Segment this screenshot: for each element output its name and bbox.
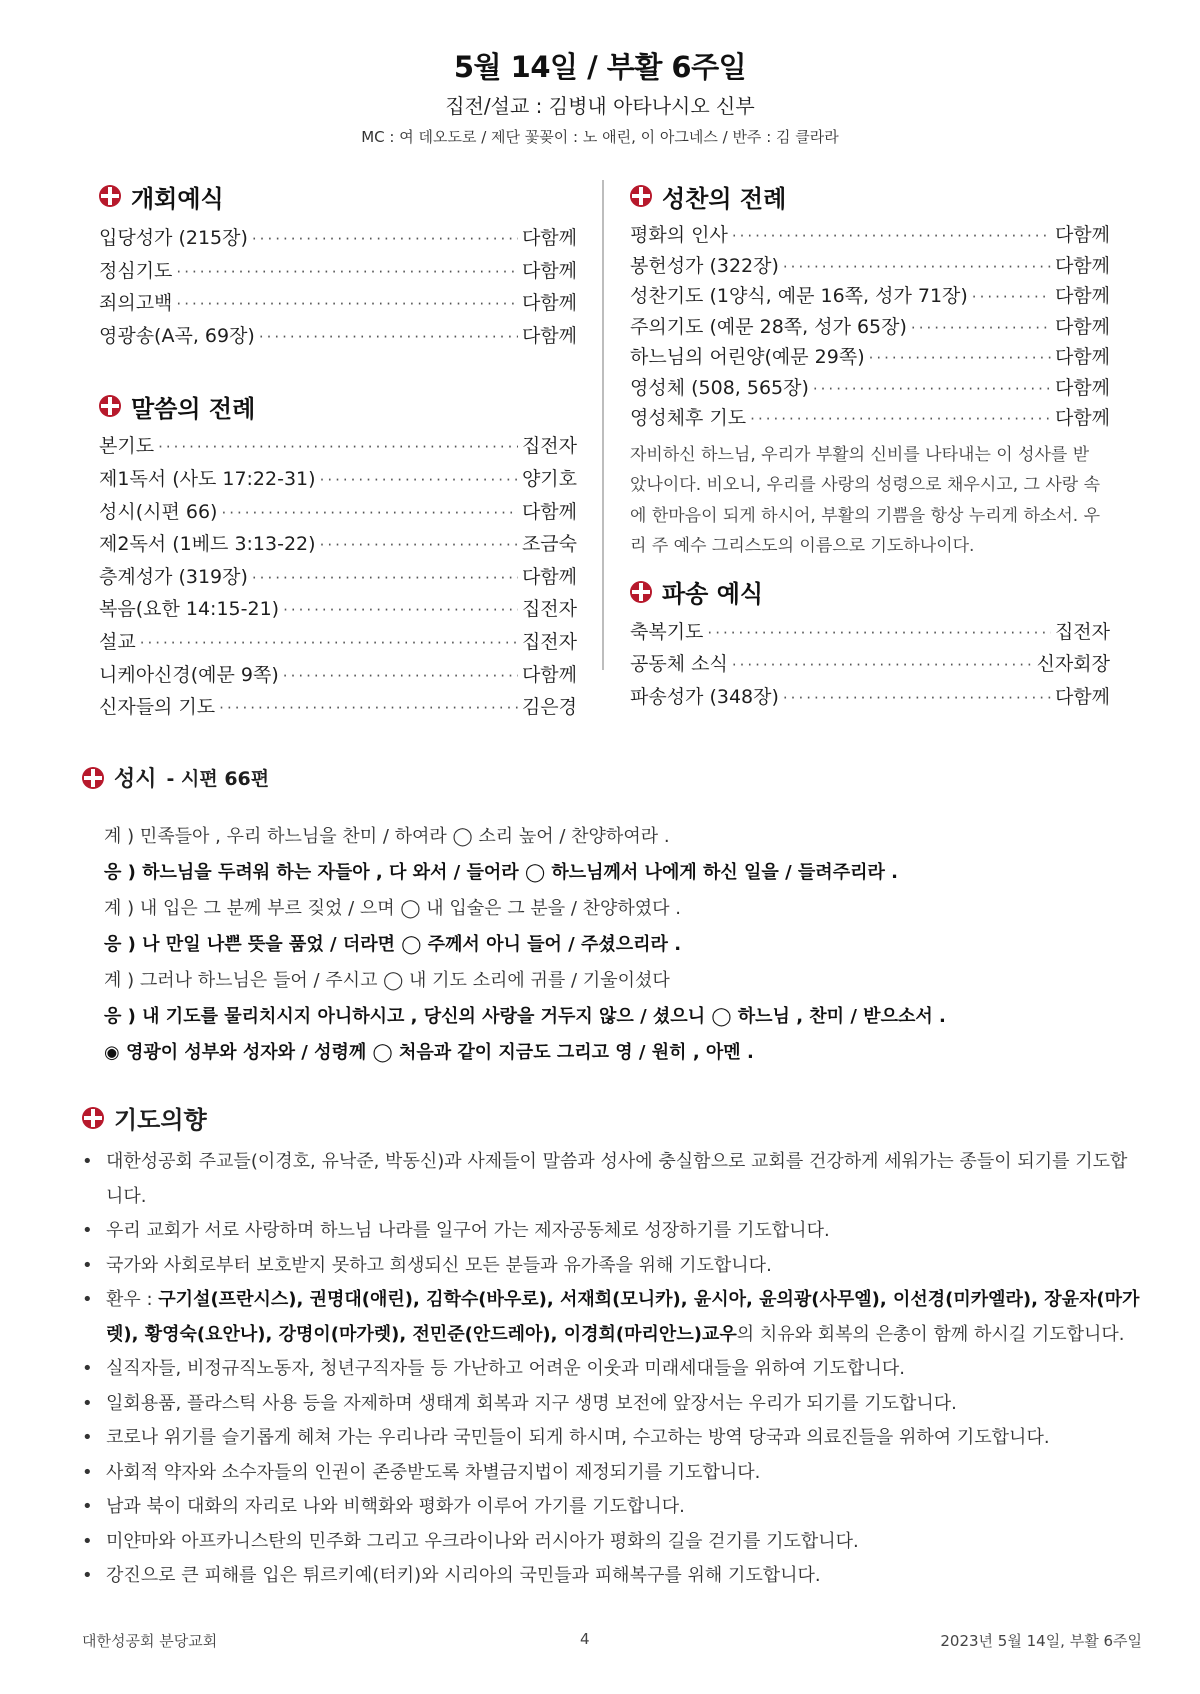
row-label: 봉헌성가 (322장) (630, 254, 779, 277)
row-label: 제1독서 (사도 17:22-31) (99, 467, 316, 490)
intention-item (82, 1559, 1142, 1594)
psalm-line: 응 ) 내 기도를 물리치시지 아니하시고 , 당신의 사랑을 거두지 않으 / 셨으니 ◯ 하느님 , 찬미 / 받으소서 . (104, 1006, 946, 1027)
cross-icon (82, 767, 104, 789)
leader-dots (259, 321, 518, 354)
word-heading-text: 말씀의 전례 (131, 394, 256, 423)
row-label: 층계성가 (319장) (99, 565, 248, 588)
celebrant-line: 집전/설교 : 김병내 아타나시오 신부 (445, 94, 755, 118)
row-who: 집전자 (521, 435, 577, 458)
leader-dots (219, 692, 518, 725)
row-who: 조금숙 (521, 533, 577, 556)
word-heading (99, 390, 577, 422)
leader-dots (158, 431, 518, 464)
intention-item (82, 1249, 1142, 1284)
row-who: 다함께 (521, 292, 577, 315)
word-list (99, 430, 577, 723)
row-who: 다함께 (521, 259, 577, 282)
row-who: 양기호 (521, 467, 577, 490)
intention-text: 우리 교회가 서로 사랑하며 하느님 나라를 일구어 가는 제자공동체로 성장하기를 기도합니다. (106, 1220, 830, 1241)
row-label: 성찬기도 (1양식, 예문 16쪽, 성가 71장) (630, 285, 968, 307)
liturgy-row (99, 593, 577, 626)
liturgy-row (99, 430, 577, 463)
bullet: • (82, 1530, 93, 1552)
liturgy-row (99, 659, 577, 692)
row-who: 다함께 (1054, 346, 1110, 368)
leader-dots (783, 682, 1051, 715)
patients-suffix: 의 치유와 회복의 은총이 함께 하시길 기도합니다. (736, 1323, 1125, 1345)
patients-names: 구기설(프란시스), 권명대(애린), 김학수(바우로), 서재희(모니카), 윤시아, 윤의광(사무엘), 이선경(미카엘라), 장윤자(마가렛), 황영숙(요안나), 강명이(마가렛), 전민준(안드레아), 이경희(마리안느)교우 (106, 1289, 1140, 1345)
dismissal-heading (630, 576, 1110, 608)
leader-dots (869, 343, 1051, 374)
leader-dots (221, 497, 517, 530)
liturgy-row (99, 528, 577, 561)
liturgy-row (99, 320, 577, 353)
row-label: 복음(요한 14:15-21) (99, 598, 280, 621)
bullet: • (82, 1254, 93, 1276)
row-label: 하느님의 어린양(예문 29쪽) (630, 346, 865, 368)
intention-text: 일회용품, 플라스틱 사용 등을 자제하며 생태계 회복과 지구 생명 보전에 앞장서는 우리가 되기를 기도합니다. (106, 1392, 957, 1414)
cross-icon (630, 185, 652, 207)
leader-dots (732, 649, 1033, 682)
leader-dots (252, 562, 518, 595)
opening-heading-text: 개회예식 (131, 184, 224, 213)
psalm-line: 응 ) 나 만일 나쁜 뜻을 품었 / 더라면 ◯ 주께서 아니 들어 / 주셨으리라 . (104, 934, 682, 955)
row-who: 집전자 (521, 598, 577, 621)
left-column (99, 180, 577, 724)
psalm-line: 응 ) 하느님을 두려워 하는 자들아 , 다 와서 / 들어라 ◯ 하느님께서 나에게 하신 일을 / 들려주리라 . (104, 862, 898, 883)
bullet: • (82, 1461, 93, 1483)
bullet: • (82, 1392, 93, 1414)
row-label: 주의기도 (예문 28쪽, 성가 65장) (630, 315, 907, 338)
liturgy-row (99, 255, 577, 288)
intention-text: 미얀마와 아프카니스탄의 민주화 그리고 우크라이나와 러시아가 평화의 길을 걷기를 기도합니다. (106, 1530, 859, 1552)
leader-dots (707, 617, 1051, 650)
page-footer (82, 1630, 1142, 1651)
cross-icon (82, 1107, 104, 1129)
psalm-heading (82, 762, 1132, 793)
bullet: • (82, 1427, 93, 1448)
dismissal-list (630, 616, 1110, 714)
row-label: 축복기도 (630, 620, 704, 643)
psalm-line: ◉ 영광이 성부와 성자와 / 성령께 ◯ 처음과 같이 지금도 그리고 영 / 원히 , 아멘 . (104, 1042, 754, 1063)
psalm-line: 계 ) 내 입은 그 분께 부르 짖었 / 으며 ◯ 내 입술은 그 분을 / 찬양하였다 . (104, 898, 681, 919)
row-who: 다함께 (521, 565, 577, 588)
row-label: 성시(시편 66) (99, 500, 218, 523)
dismissal-heading-text: 파송 예식 (662, 580, 764, 608)
liturgy-row (99, 463, 577, 496)
liturgy-row (630, 373, 1110, 404)
intention-text: 실직자들, 비정규직노동자, 청년구직자들 등 가난하고 어려운 이웃과 미래세대들을 위하여 기도합니다. (106, 1358, 905, 1379)
psalm-heading-text: 성시 (114, 767, 157, 792)
row-label: 제2독서 (1베드 3:13-22) (99, 533, 316, 556)
intention-text: 사회적 약자와 소수자들의 인권이 존중받도록 차별금지법이 제정되기를 기도합니다. (106, 1461, 761, 1483)
bullet: • (82, 1496, 93, 1517)
leader-dots (176, 288, 518, 321)
liturgy-row (630, 281, 1110, 312)
post-communion-prayer: 자비하신 하느님, 우리가 부활의 신비를 나타내는 이 성사를 받았나이다. 비오니, 우리를 사랑의 성령으로 채우시고, 그 사랑 속에 한마음이 되게 하시어, 부활의 기쁨을 항상 누리게 하소서. 우리 주 예수 그리스도의 이름으로 기도하나이다. (630, 444, 1100, 556)
leader-dots (320, 464, 518, 497)
eucharist-heading-text: 성찬의 전례 (662, 184, 787, 213)
patients-prefix: 환우 : (106, 1289, 159, 1310)
row-label: 공동체 소식 (630, 653, 728, 676)
psalm-subheading: - 시편 66편 (166, 768, 270, 790)
liturgy-row (630, 220, 1110, 251)
liturgy-row (630, 251, 1110, 282)
row-label: 영성체후 기도 (630, 407, 747, 429)
leader-dots (140, 627, 518, 660)
row-label: 입당성가 (215장) (99, 227, 248, 249)
row-who: 다함께 (1054, 376, 1110, 399)
cross-icon (99, 185, 121, 207)
liturgy-row (99, 626, 577, 659)
row-label: 니케아신경(예문 9쪽) (99, 663, 279, 686)
row-who: 집전자 (1054, 620, 1110, 643)
liturgy-row (630, 342, 1110, 373)
intention-item (82, 1456, 1142, 1491)
row-label: 영광송(A곡, 69장) (99, 324, 255, 347)
psalm-line: 계 ) 민족들아 , 우리 하느님을 찬미 / 하여라 ◯ 소리 높어 / 찬양하여라 . (104, 826, 670, 847)
eucharist-list (630, 220, 1110, 434)
intentions-list (82, 1145, 1142, 1594)
leader-dots (283, 594, 518, 627)
row-label: 본기도 (99, 435, 155, 458)
intention-item (82, 1525, 1142, 1560)
column-divider (602, 180, 604, 670)
leader-dots (732, 221, 1051, 252)
cross-icon (99, 395, 121, 417)
liturgy-row (99, 691, 577, 724)
row-label: 파송성가 (348장) (630, 685, 779, 708)
leader-dots (783, 252, 1051, 283)
bullet: • (82, 1565, 93, 1586)
row-label: 영성체 (508, 565장) (630, 376, 809, 399)
row-label: 정심기도 (99, 259, 173, 282)
bullet: • (82, 1220, 93, 1241)
row-who: 다함께 (521, 227, 577, 249)
liturgy-row (630, 312, 1110, 343)
leader-dots (283, 660, 518, 693)
row-who: 다함께 (521, 324, 577, 347)
intention-item (82, 1214, 1142, 1249)
intention-text: 강진으로 큰 피해를 입은 튀르키예(터키)와 시리아의 국민들과 피해복구를 위해 기도합니다. (106, 1565, 821, 1586)
row-who: 다함께 (521, 500, 577, 523)
row-label: 신자들의 기도 (99, 696, 216, 719)
leader-dots (320, 529, 518, 562)
leader-dots (252, 223, 518, 256)
psalm-section (82, 762, 1132, 1071)
row-who: 다함께 (521, 663, 577, 686)
intentions-heading (82, 1100, 1142, 1135)
intention-item (82, 1421, 1142, 1456)
row-who: 다함께 (1054, 407, 1110, 429)
liturgy-row (630, 648, 1110, 681)
bullet: • (82, 1151, 93, 1172)
right-column (630, 180, 1110, 713)
intentions-section (82, 1100, 1142, 1594)
row-who: 다함께 (1054, 685, 1110, 708)
page-title: 5월 14일 / 부활 6주일 (453, 50, 747, 84)
mc-line: MC : 여 데오도로 / 제단 꽃꽂이 : 노 애린, 이 아그네스 / 반주 : 김 클라라 (361, 128, 839, 146)
church-name: 대한성공회 분당교회 (82, 1632, 218, 1650)
intentions-heading-text: 기도의향 (114, 1106, 207, 1134)
opening-list (99, 222, 577, 352)
intention-item-patients (82, 1283, 1142, 1352)
liturgy-row (630, 403, 1110, 434)
leader-dots (750, 404, 1051, 435)
footer-date: 2023년 5월 14일, 부활 6주일 (940, 1632, 1142, 1650)
row-label: 설교 (99, 630, 136, 653)
intention-text (106, 1283, 1142, 1352)
row-who: 다함께 (1054, 285, 1110, 307)
leader-dots (911, 313, 1051, 344)
leader-dots (972, 282, 1051, 313)
liturgy-row (99, 287, 577, 320)
row-who: 집전자 (521, 630, 577, 653)
row-label: 죄의고백 (99, 292, 173, 315)
psalm-lines (82, 819, 1132, 1071)
psalm-line: 계 ) 그러나 하느님은 들어 / 주시고 ◯ 내 기도 소리에 귀를 / 기울이셨다 (104, 970, 670, 991)
row-who: 김은경 (521, 696, 577, 719)
intention-item (82, 1352, 1142, 1387)
intention-text: 코로나 위기를 슬기롭게 헤쳐 가는 우리나라 국민들이 되게 하시며, 수고하는 방역 당국과 의료진들을 위하여 기도합니다. (106, 1427, 1050, 1448)
liturgy-row (99, 561, 577, 594)
eucharist-heading (630, 180, 1110, 212)
row-who: 신자회장 (1036, 653, 1110, 676)
cross-icon (630, 581, 652, 603)
opening-heading (99, 180, 577, 212)
intention-text: 대한성공회 주교들(이경호, 유낙준, 박동신)과 사제들이 말씀과 성사에 충실함으로 교회를 건강하게 세워가는 종들이 되기를 기도합니다. (106, 1151, 1128, 1207)
row-who: 다함께 (1054, 315, 1110, 338)
intention-text: 국가와 사회로부터 보호받지 못하고 희생되신 모든 분들과 유가족을 위해 기도합니다. (106, 1254, 772, 1276)
row-who: 다함께 (1054, 224, 1110, 246)
page-header (0, 48, 1200, 148)
liturgy-row (99, 496, 577, 529)
liturgy-row (630, 616, 1110, 649)
leader-dots (176, 256, 518, 289)
intention-text: 남과 북이 대화의 자리로 나와 비핵화와 평화가 이루어 가기를 기도합니다. (106, 1496, 685, 1517)
liturgy-row (630, 681, 1110, 714)
bullet: • (82, 1358, 93, 1379)
row-who: 다함께 (1054, 254, 1110, 277)
intention-item (82, 1490, 1142, 1525)
leader-dots (813, 374, 1051, 405)
liturgy-row (99, 222, 577, 255)
page-number: 4 (580, 1630, 590, 1648)
row-label: 평화의 인사 (630, 224, 728, 246)
intention-item (82, 1387, 1142, 1422)
intention-item (82, 1145, 1142, 1214)
bullet: • (82, 1289, 93, 1310)
